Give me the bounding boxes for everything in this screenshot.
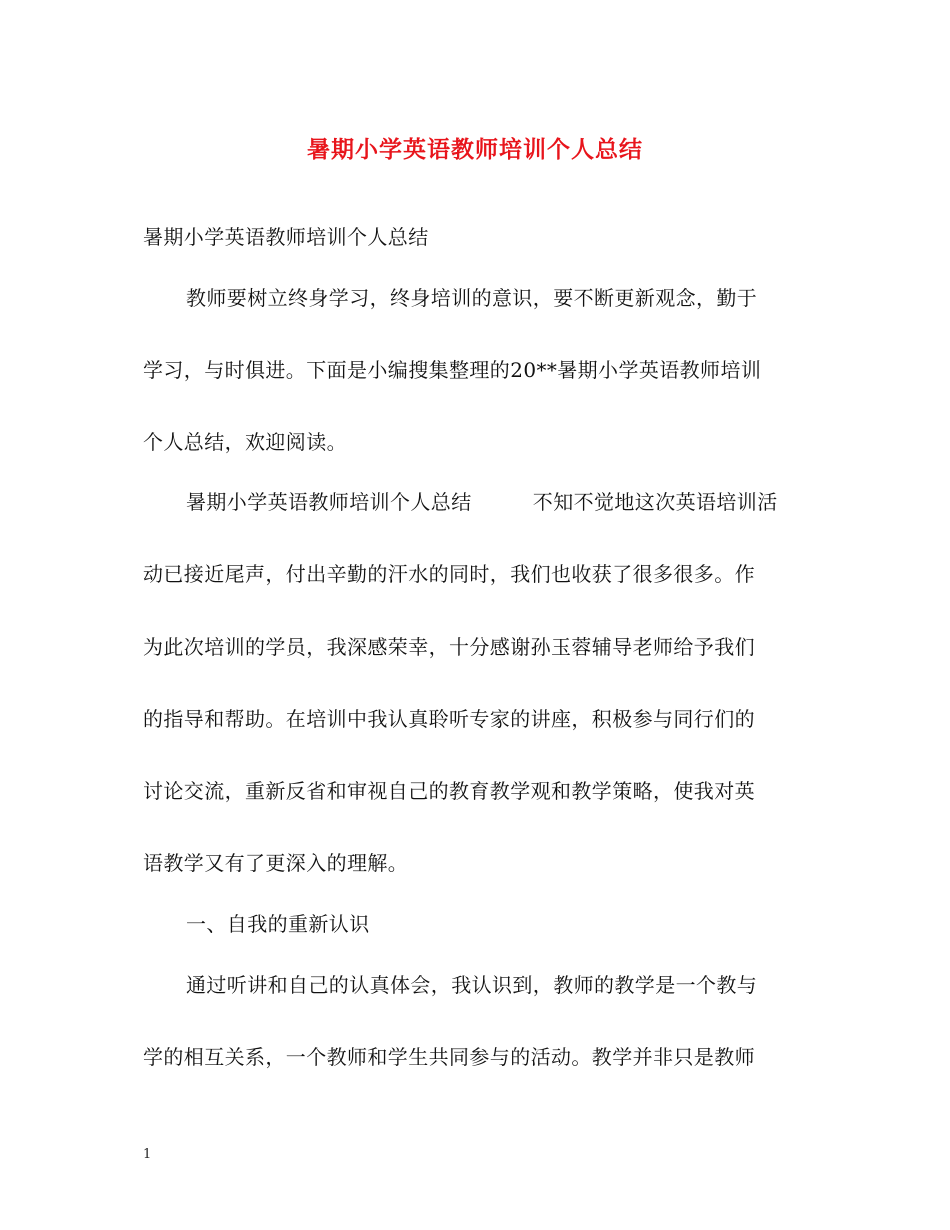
page-number: 1 <box>143 1147 152 1162</box>
section-heading: 一、自我的重新认识 <box>186 912 370 936</box>
paragraph-line: 通过听讲和自己的认真体会，我认识到，教师的教学是一个教与 <box>186 973 758 997</box>
paragraph-line: 教师要树立终身学习，终身培训的意识，要不断更新观念，勤于 <box>186 286 758 310</box>
paragraph-line: 的指导和帮助。在培训中我认真聆听专家的讲座，积极参与同行们的 <box>143 707 755 731</box>
paragraph-line: 学的相互关系，一个教师和学生共同参与的活动。教学并非只是教师 <box>143 1045 755 1069</box>
paragraph-line: 语教学又有了更深入的理解。 <box>143 851 409 875</box>
paragraph-line: 个人总结，欢迎阅读。 <box>143 430 347 454</box>
paragraph-line: 为此次培训的学员，我深感荣幸，十分感谢孙玉蓉辅导老师给予我们 <box>143 635 755 659</box>
paragraph-line: 动已接近尾声，付出辛勤的汗水的同时，我们也收获了很多很多。作 <box>143 562 755 586</box>
subtitle-line: 暑期小学英语教师培训个人总结 <box>143 225 429 249</box>
document-title: 暑期小学英语教师培训个人总结 <box>307 136 643 163</box>
paragraph-line: 学习，与时俱进。下面是小编搜集整理的20**暑期小学英语教师培训 <box>143 358 762 382</box>
paragraph-line: 暑期小学英语教师培训个人总结 不知不觉地这次英语培训活 <box>186 490 778 514</box>
paragraph-line: 讨论交流，重新反省和审视自己的教育教学观和教学策略，使我对英 <box>143 779 755 803</box>
